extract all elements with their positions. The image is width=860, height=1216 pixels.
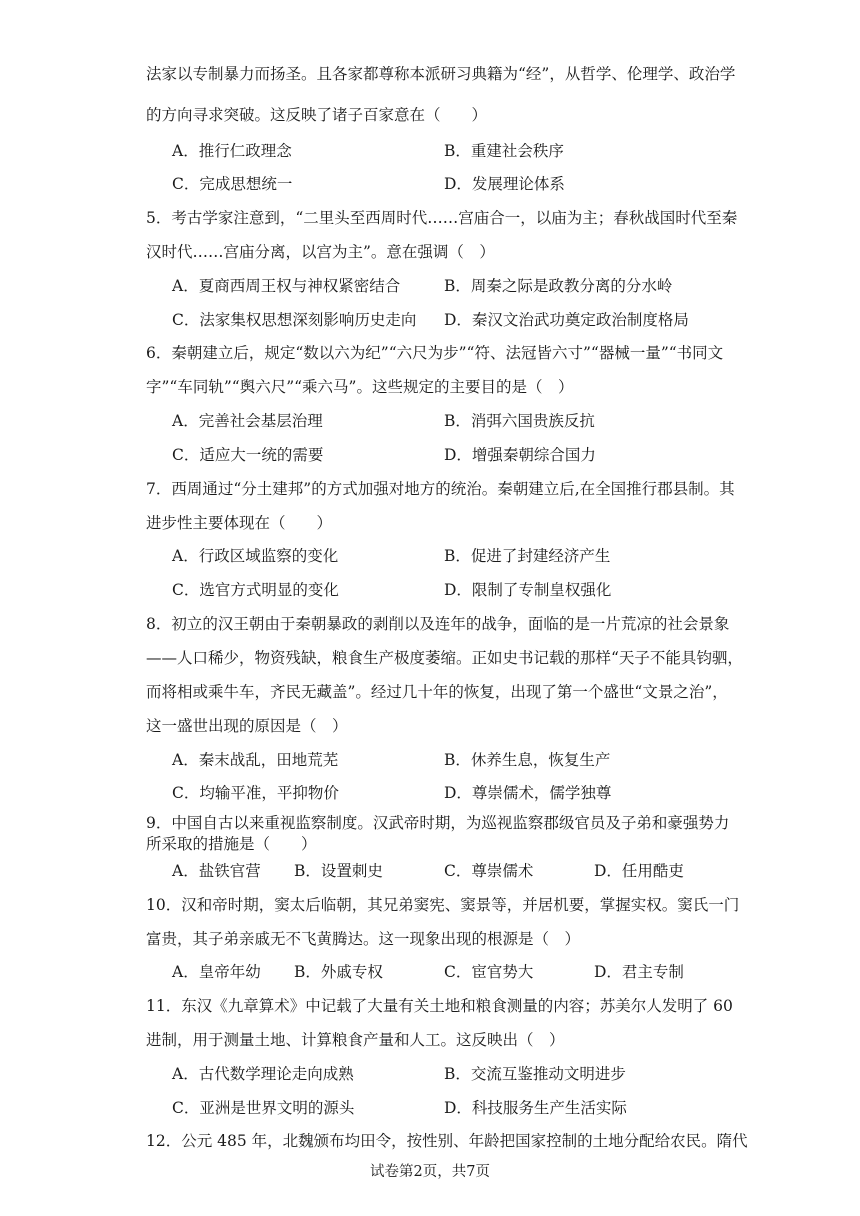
question-7-text: 进步性主要体现在（ ） xyxy=(146,514,333,532)
option-d: D．秦汉文治武功奠定政治制度格局 xyxy=(444,311,689,329)
page-footer: 试卷第2页，共7页 xyxy=(370,1164,490,1180)
option-a: A．推行仁政理念 xyxy=(172,142,292,160)
question-8-text: 这一盛世出现的原因是（ ） xyxy=(146,717,348,735)
option-d: D．科技服务生产生活实际 xyxy=(444,1099,627,1117)
option-a: A．盐铁官营 xyxy=(172,862,261,880)
option-b: B．重建社会秩序 xyxy=(444,142,564,160)
question-10-text: 富贵，其子弟亲戚无不飞黄腾达。这一现象出现的根源是（ ） xyxy=(146,930,581,948)
option-c: C．尊崇儒术 xyxy=(444,862,534,880)
question-text: 法家以专制暴力而扬圣。且各家都尊称本派研习典籍为“经”，从哲学、伦理学、政治学 xyxy=(146,65,736,83)
option-b: B．设置刺史 xyxy=(294,862,383,880)
question-12-text: 12．公元 485 年，北魏颁布均田令，按性别、年龄把国家控制的土地分配给农民。隋代 xyxy=(146,1132,748,1150)
question-8-text: 8．初立的汉王朝由于秦朝暴政的剥削以及连年的战争，面临的是一片荒凉的社会景象 xyxy=(146,615,730,633)
option-a: A．秦末战乱，田地荒芜 xyxy=(172,751,339,769)
question-5-text: 汉时代……宫庙分离，以宫为主”。意在强调（ ） xyxy=(146,243,495,261)
option-d: D．限制了专制皇权强化 xyxy=(444,581,612,599)
option-a: A．行政区域监察的变化 xyxy=(172,547,339,565)
option-c: C．均输平准，平抑物价 xyxy=(172,784,339,802)
option-d: D．尊崇儒术，儒学独尊 xyxy=(444,784,612,802)
question-6-text: 6．秦朝建立后，规定“数以六为纪”“六尺为步”“符、法冠皆六寸”“器械一量”“书同文 xyxy=(146,344,724,362)
option-d: D．任用酷吏 xyxy=(594,862,684,880)
question-11-text: 11．东汉《九章算术》中记载了大量有关土地和粮食测量的内容；苏美尔人发明了 60 xyxy=(146,997,733,1015)
option-c: C．选官方式明显的变化 xyxy=(172,581,339,599)
question-8-text: ——人口稀少，物资残缺，粮食生产极度萎缩。正如史书记载的那样“天子不能具钧驷， xyxy=(146,649,743,667)
question-11-text: 进制，用于测量土地、计算粮食产量和人工。这反映出（ ） xyxy=(146,1031,565,1049)
option-a: A．完善社会基层治理 xyxy=(172,412,323,430)
option-c: C．法家集权思想深刻影响历史走向 xyxy=(172,311,417,329)
option-c: C．宦官势大 xyxy=(444,963,534,981)
option-b: B．促进了封建经济产生 xyxy=(444,547,611,565)
question-9-text: 9．中国自古以来重视监察制度。汉武帝时期，为巡视监察郡级官员及子弟和豪强势力 xyxy=(146,814,730,832)
question-9-text: 所采取的措施是（ ） xyxy=(146,835,317,853)
option-a: A．夏商西周王权与神权紧密结合 xyxy=(172,277,401,295)
option-c: C．适应大一统的需要 xyxy=(172,446,324,464)
option-a: A．古代数学理论走向成熟 xyxy=(172,1065,354,1083)
question-6-text: 字”“车同轨”“舆六尺”“乘六马”。这些规定的主要目的是（ ） xyxy=(146,378,574,396)
option-b: B．消弭六国贵族反抗 xyxy=(444,412,595,430)
question-7-text: 7．西周通过“分土建邦”的方式加强对地方的统治。秦朝建立后,在全国推行郡县制。其 xyxy=(146,480,735,498)
option-c: C．完成思想统一 xyxy=(172,175,293,193)
option-a: A．皇帝年幼 xyxy=(172,963,261,981)
question-text: 的方向寻求突破。这反映了诸子百家意在（ ） xyxy=(146,106,488,124)
question-8-text: 而将相或乘牛车，齐民无藏盖”。经过几十年的恢复，出现了第一个盛世“文景之治”， xyxy=(146,683,728,701)
option-b: B．交流互鉴推动文明进步 xyxy=(444,1065,626,1083)
option-d: D．发展理论体系 xyxy=(444,175,565,193)
option-b: B．休养生息，恢复生产 xyxy=(444,751,611,769)
option-b: B．周秦之际是政教分离的分水岭 xyxy=(444,277,673,295)
option-d: D．君主专制 xyxy=(594,963,684,981)
option-c: C．亚洲是世界文明的源头 xyxy=(172,1099,355,1117)
option-d: D．增强秦朝综合国力 xyxy=(444,446,596,464)
question-10-text: 10．汉和帝时期，窦太后临朝，其兄弟窦宪、窦景等，并居机要，掌握实权。窦氏一门 xyxy=(146,896,740,914)
option-b: B．外戚专权 xyxy=(294,963,383,981)
question-5-text: 5．考古学家注意到，“二里头至西周时代……宫庙合一，以庙为主；春秋战国时代至秦 xyxy=(146,209,738,227)
